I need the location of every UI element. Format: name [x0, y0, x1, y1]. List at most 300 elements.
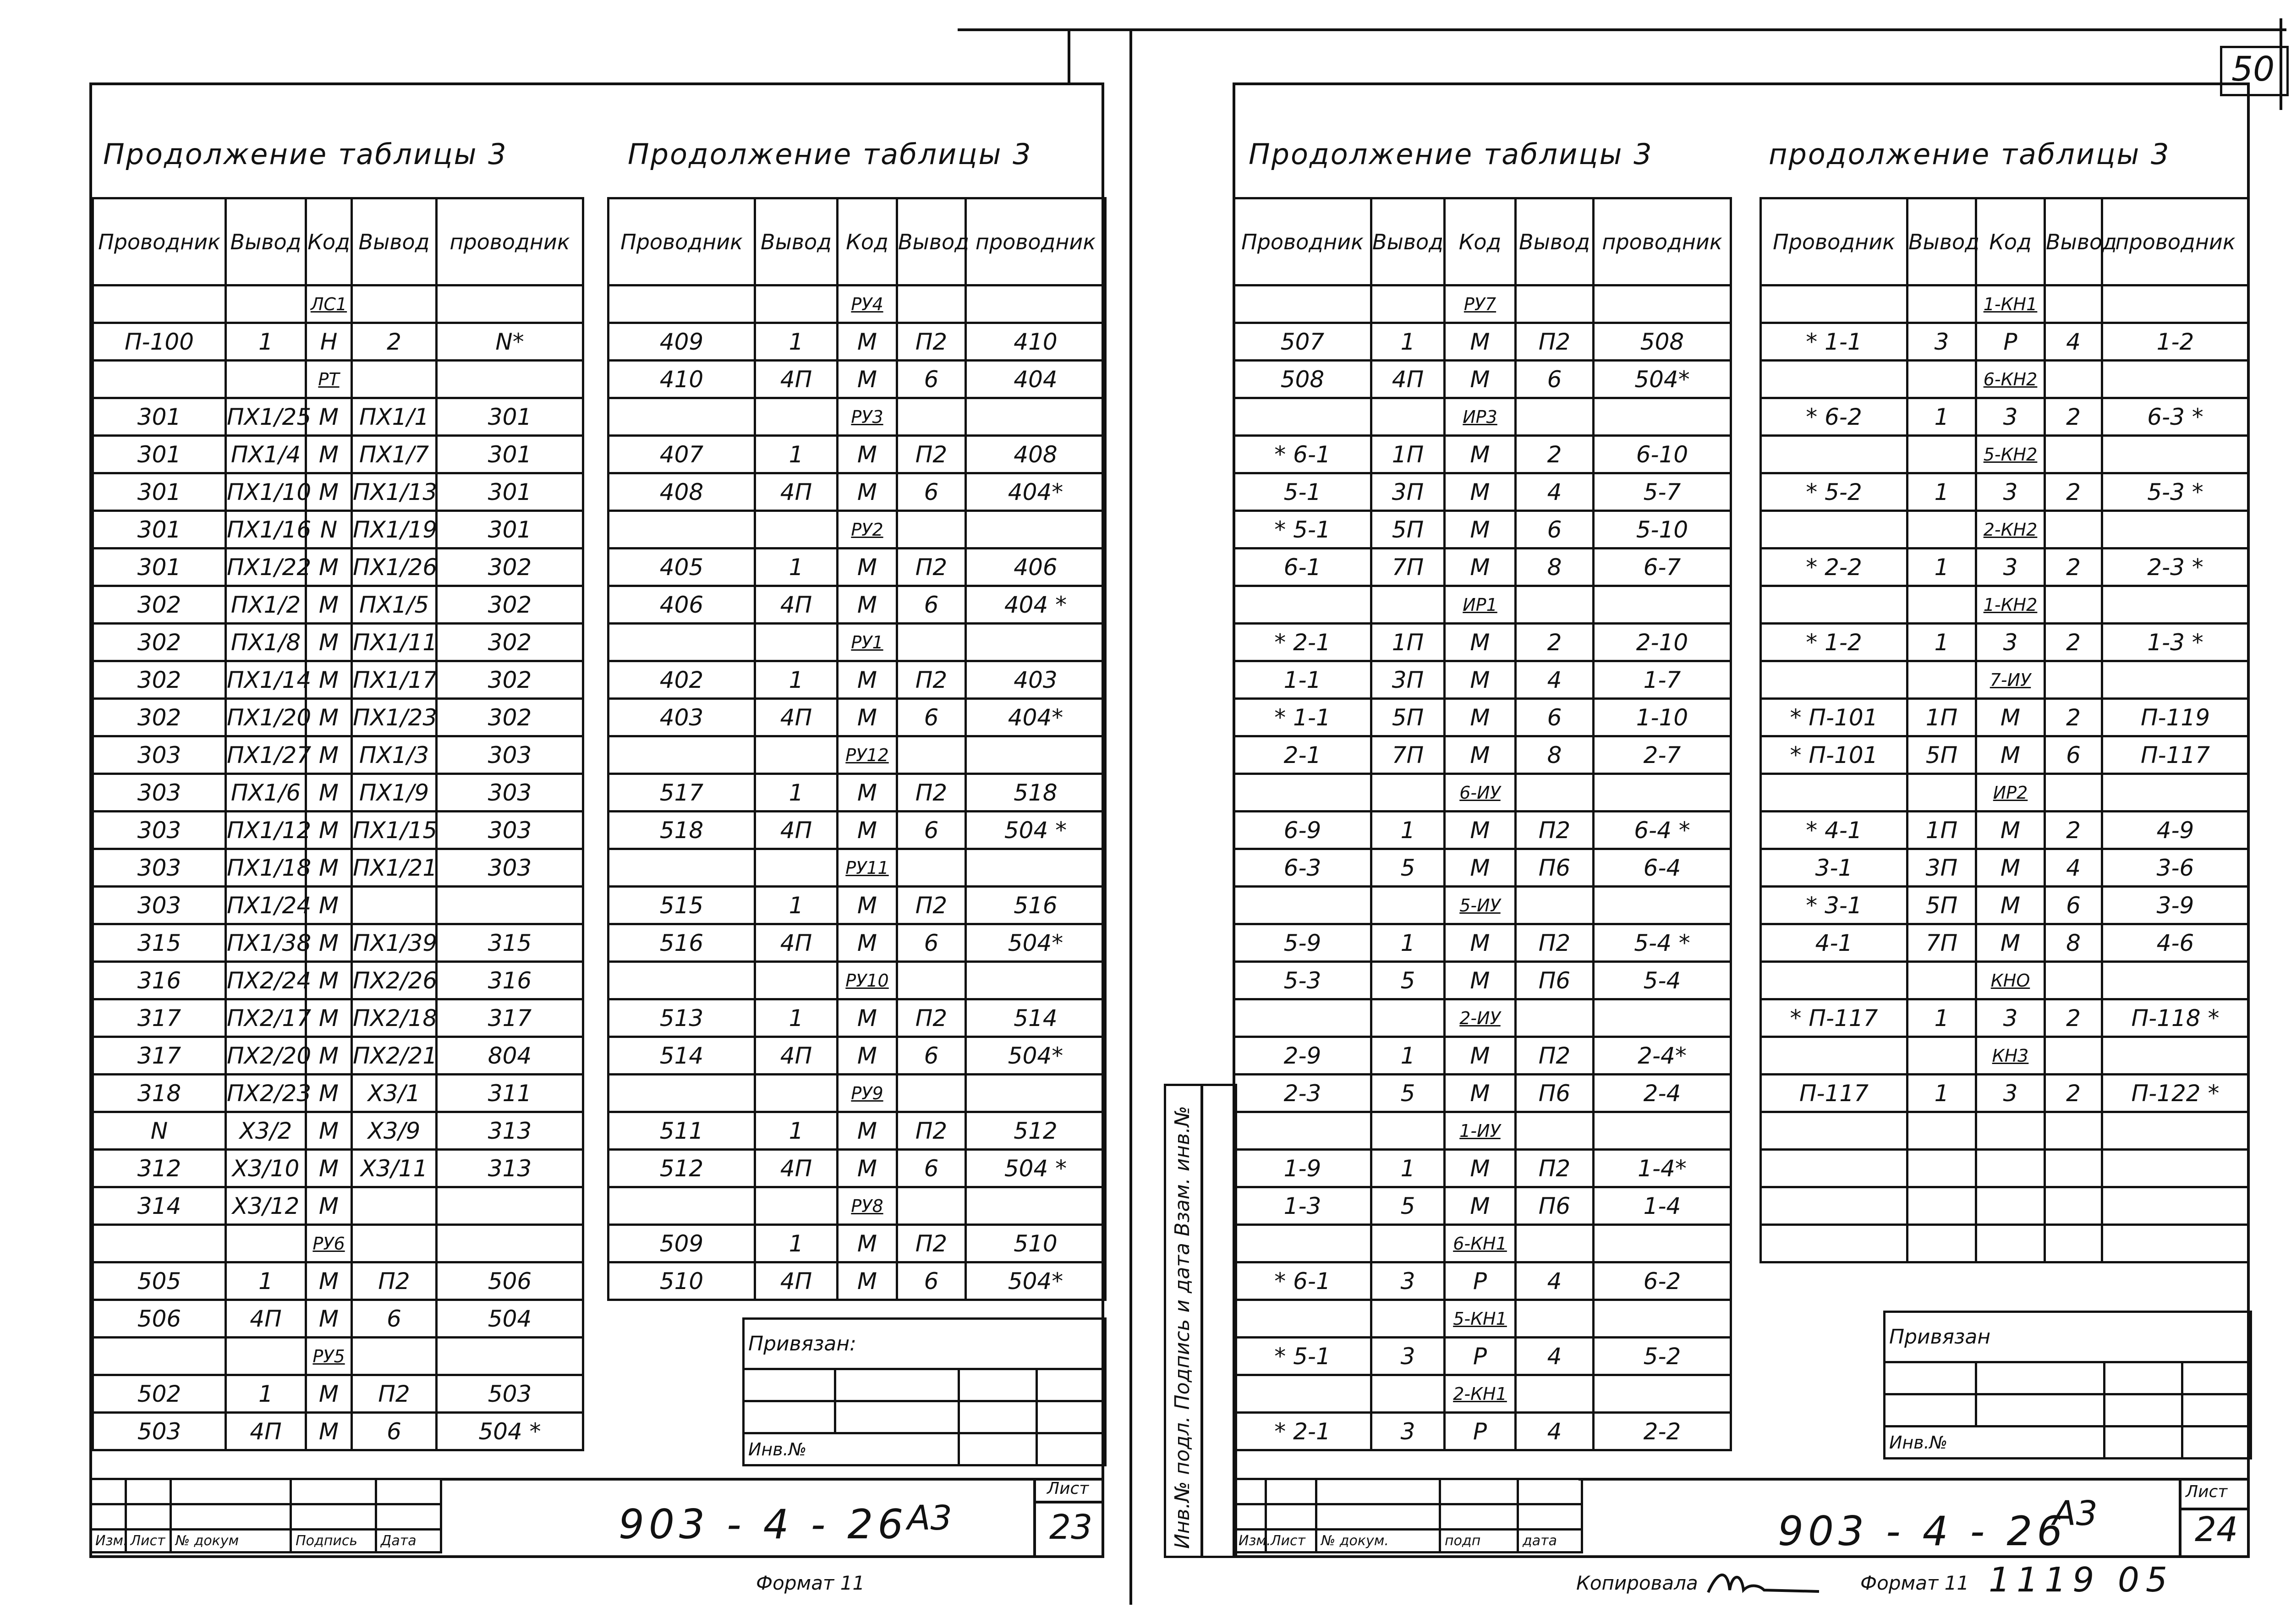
table-cell: Н	[306, 323, 352, 361]
column-header: Код	[838, 198, 897, 285]
table-header-row	[1234, 198, 1731, 285]
table-row	[93, 849, 583, 887]
table-cell	[608, 624, 755, 661]
column-header: Вывод	[2045, 198, 2102, 285]
table-cell	[1761, 361, 1907, 398]
device-code-cell: 1-КН1	[1976, 285, 2045, 323]
table-cell: 404	[966, 361, 1106, 398]
table-cell	[608, 1075, 755, 1112]
table-cell: М	[838, 1225, 897, 1262]
table-cell: 315	[93, 924, 226, 962]
table-cell	[2045, 1225, 2102, 1262]
format-note: Формат 11	[756, 1572, 865, 1594]
table-row	[608, 999, 1106, 1037]
table-row	[608, 736, 1106, 774]
table-cell: * 5-1	[1234, 511, 1371, 549]
table-row	[1761, 398, 2249, 436]
table-cell: ПХ2/24	[226, 962, 306, 999]
table-cell: ПХ1/25	[226, 398, 306, 436]
left-binding-block	[742, 1317, 1107, 1466]
table-cell: 4	[1516, 1338, 1594, 1375]
table-row	[1761, 736, 2249, 774]
table-cell: 3П	[1907, 849, 1976, 887]
table-row	[93, 887, 583, 924]
table-row	[1761, 699, 2249, 736]
table-cell: 301	[437, 398, 583, 436]
table-cell: 5-9	[1234, 924, 1371, 962]
device-code-cell: 6-КН2	[1976, 361, 2045, 398]
table-cell: П2	[897, 661, 966, 699]
table-cell	[1761, 1037, 1907, 1075]
table-cell: М	[838, 1037, 897, 1075]
table-cell: * 2-1	[1234, 1413, 1371, 1450]
table-row	[608, 549, 1106, 586]
table-row	[608, 962, 1106, 999]
table-row	[1761, 849, 2249, 887]
table-cell	[2045, 774, 2102, 812]
table-cell	[1371, 1225, 1445, 1262]
table-cell: ПХ1/10	[226, 473, 306, 511]
table-cell	[966, 398, 1106, 436]
table-cell: 1	[226, 323, 306, 361]
table-cell	[897, 962, 966, 999]
table-cell: М	[1445, 1037, 1516, 1075]
table-cell	[1907, 661, 1976, 699]
table-cell: * 6-1	[1234, 1262, 1371, 1300]
table-cell	[1594, 887, 1731, 924]
table-cell	[966, 849, 1106, 887]
table-row	[608, 285, 1106, 323]
table-cell: М	[838, 361, 897, 398]
table-cell: 404*	[966, 699, 1106, 736]
device-code-cell: 7-ИУ	[1976, 661, 2045, 699]
table-cell: 3П	[1371, 661, 1445, 699]
right-table-a-title: Продолжение таблицы 3	[1249, 137, 1653, 171]
table-cell: 5	[1371, 1075, 1445, 1112]
table-row	[1761, 1112, 2249, 1150]
device-code-cell: ИР3	[1445, 398, 1516, 436]
table-cell	[1594, 1300, 1731, 1338]
left-wiring-table-a	[92, 197, 584, 1451]
table-cell: 4	[1516, 661, 1594, 699]
table-cell: 3	[1976, 999, 2045, 1037]
table-header-row	[608, 198, 1106, 285]
table-cell: ПХ1/27	[226, 736, 306, 774]
table-cell: М	[1445, 549, 1516, 586]
table-cell: 410	[966, 323, 1106, 361]
table-cell: * 5-2	[1761, 473, 1907, 511]
table-cell: 303	[437, 812, 583, 849]
table-cell	[1761, 1112, 1907, 1150]
table-cell: М	[838, 812, 897, 849]
table-cell: 402	[608, 661, 755, 699]
table-row	[93, 736, 583, 774]
device-code-cell: РУ7	[1445, 285, 1516, 323]
table-cell	[2102, 661, 2249, 699]
table-cell: * 3-1	[1761, 887, 1907, 924]
column-header: Проводник	[1761, 198, 1907, 285]
table-cell: М	[306, 1037, 352, 1075]
table-row	[1761, 1075, 2249, 1112]
column-header: Вывод	[1907, 198, 1976, 285]
column-header: Код	[1445, 198, 1516, 285]
table-cell	[608, 736, 755, 774]
table-cell: 2	[352, 323, 437, 361]
table-cell	[1371, 887, 1445, 924]
table-row	[608, 586, 1106, 624]
device-code-cell: РУ10	[838, 962, 897, 999]
sheet-fold-line	[1129, 28, 1132, 1605]
table-cell: М	[1976, 849, 2045, 887]
table-row	[1234, 361, 1731, 398]
table-cell	[1234, 586, 1371, 624]
table-cell	[352, 1187, 437, 1225]
table-cell	[1761, 511, 1907, 549]
table-cell: 1	[1907, 624, 1976, 661]
table-row	[608, 511, 1106, 549]
table-row	[1234, 999, 1731, 1037]
table-cell: * 2-1	[1234, 624, 1371, 661]
table-cell: 3	[1907, 323, 1976, 361]
table-cell: 6-10	[1594, 436, 1731, 473]
table-cell: ПХ1/6	[226, 774, 306, 812]
table-cell: 1	[1907, 473, 1976, 511]
table-cell: 1	[1907, 398, 1976, 436]
column-header: Вывод	[1516, 198, 1594, 285]
table-row	[93, 511, 583, 549]
table-cell: 6	[897, 812, 966, 849]
table-cell: 512	[966, 1112, 1106, 1150]
table-cell: ПХ1/38	[226, 924, 306, 962]
column-header: проводник	[966, 198, 1106, 285]
device-code-cell: 5-КН2	[1976, 436, 2045, 473]
table-row	[93, 1075, 583, 1112]
table-cell: 317	[93, 1037, 226, 1075]
table-cell: М	[306, 1375, 352, 1413]
table-cell: 510	[966, 1225, 1106, 1262]
table-cell: 301	[437, 511, 583, 549]
table-cell: Х3/11	[352, 1150, 437, 1187]
format-code: А3	[2053, 1494, 2098, 1533]
table-cell: 1-7	[1594, 661, 1731, 699]
table-cell	[1234, 999, 1371, 1037]
table-cell: 508	[1594, 323, 1731, 361]
table-cell: 507	[1234, 323, 1371, 361]
table-cell: 1	[1907, 1075, 1976, 1112]
table-cell: М	[1445, 699, 1516, 736]
table-cell: ПХ1/7	[352, 436, 437, 473]
table-cell: 403	[966, 661, 1106, 699]
copied-by-label: Копировала	[1576, 1572, 1698, 1594]
table-cell	[1594, 1225, 1731, 1262]
table-cell: 504*	[1594, 361, 1731, 398]
table-cell	[2045, 436, 2102, 473]
table-cell: П-117	[2102, 736, 2249, 774]
table-row	[1234, 1187, 1731, 1225]
table-cell: 4П	[1371, 361, 1445, 398]
table-cell: ПХ1/4	[226, 436, 306, 473]
table-cell	[897, 1075, 966, 1112]
table-cell: 4П	[755, 361, 838, 398]
table-cell	[2045, 361, 2102, 398]
table-cell: ПХ1/22	[226, 549, 306, 586]
stamp-sign: Подпись	[291, 1530, 376, 1553]
table-cell	[1907, 511, 1976, 549]
table-cell: М	[1445, 624, 1516, 661]
table-row	[1234, 1112, 1731, 1150]
table-cell: 318	[93, 1075, 226, 1112]
table-cell: 511	[608, 1112, 755, 1150]
table-cell: М	[1445, 511, 1516, 549]
table-cell: 403	[608, 699, 755, 736]
table-row	[1761, 999, 2249, 1037]
stamp-doc: № докум	[170, 1530, 290, 1553]
table-cell	[1371, 398, 1445, 436]
table-cell: 316	[93, 962, 226, 999]
table-row	[1761, 586, 2249, 624]
table-cell: * 6-2	[1761, 398, 1907, 436]
table-cell: 509	[608, 1225, 755, 1262]
table-cell: 1	[755, 661, 838, 699]
trim-mark	[1068, 28, 1070, 83]
table-cell	[437, 361, 583, 398]
table-cell: 4	[1516, 1413, 1594, 1450]
table-cell: 5П	[1907, 887, 1976, 924]
table-cell: 313	[437, 1150, 583, 1187]
table-cell	[437, 887, 583, 924]
table-cell: 1	[1371, 1150, 1445, 1187]
table-cell: 404*	[966, 473, 1106, 511]
table-cell: 518	[966, 774, 1106, 812]
format-note: Формат 11	[1860, 1572, 1969, 1594]
table-cell	[1907, 962, 1976, 999]
table-cell: 5-2	[1594, 1338, 1731, 1375]
table-row	[1234, 473, 1731, 511]
table-cell	[1516, 999, 1594, 1037]
table-cell: Х3/12	[226, 1187, 306, 1225]
table-cell: М	[838, 999, 897, 1037]
table-cell	[1976, 1150, 2045, 1187]
table-cell	[1371, 586, 1445, 624]
column-header: Код	[306, 198, 352, 285]
inv-label: Инв.№	[744, 1433, 959, 1465]
table-cell: 1П	[1371, 624, 1445, 661]
table-cell: 301	[93, 473, 226, 511]
table-row	[1761, 473, 2249, 511]
table-row	[93, 1112, 583, 1150]
table-cell: 504 *	[437, 1413, 583, 1450]
table-row	[1761, 1037, 2249, 1075]
copier-signature	[1705, 1565, 1824, 1602]
table-cell: 2	[1516, 436, 1594, 473]
table-cell: 1	[755, 436, 838, 473]
table-cell	[897, 849, 966, 887]
table-cell: 504	[437, 1300, 583, 1338]
left-table-a-title: Продолжение таблицы 3	[103, 137, 508, 171]
table-cell: М	[838, 1150, 897, 1187]
table-cell: М	[1976, 812, 2045, 849]
table-cell: 302	[93, 661, 226, 699]
table-cell	[966, 511, 1106, 549]
table-cell: 6-7	[1594, 549, 1731, 586]
trim-line	[958, 28, 2286, 31]
table-cell	[2045, 586, 2102, 624]
table-row	[93, 1037, 583, 1075]
table-cell	[1234, 398, 1371, 436]
table-row	[1234, 511, 1731, 549]
table-row	[608, 624, 1106, 661]
table-cell	[226, 1338, 306, 1375]
table-cell: 302	[437, 699, 583, 736]
table-cell: 3	[1371, 1338, 1445, 1375]
table-cell: ПХ1/11	[352, 624, 437, 661]
table-cell	[1234, 285, 1371, 323]
table-cell: 6	[897, 924, 966, 962]
table-row	[1761, 323, 2249, 361]
format-code: А3	[907, 1498, 952, 1538]
table-row	[93, 624, 583, 661]
table-row	[1761, 962, 2249, 999]
table-cell: 2-7	[1594, 736, 1731, 774]
table-cell: ПХ1/2	[226, 586, 306, 624]
table-cell: * 2-2	[1761, 549, 1907, 586]
table-cell: 3	[1976, 473, 2045, 511]
table-cell: 1	[755, 999, 838, 1037]
table-row	[1234, 736, 1731, 774]
table-cell	[2102, 962, 2249, 999]
table-cell: * 6-1	[1234, 436, 1371, 473]
table-cell: 4-9	[2102, 812, 2249, 849]
table-cell: 406	[608, 586, 755, 624]
table-cell: 6-4	[1594, 849, 1731, 887]
table-cell: 404 *	[966, 586, 1106, 624]
table-cell: М	[306, 1150, 352, 1187]
table-cell: 408	[966, 436, 1106, 473]
table-cell: 4-6	[2102, 924, 2249, 962]
table-cell: 510	[608, 1262, 755, 1300]
table-cell: 6-3 *	[2102, 398, 2249, 436]
table-row	[1761, 1150, 2249, 1187]
table-cell: М	[1445, 661, 1516, 699]
left-title-stamp	[89, 1478, 442, 1553]
sheet-number: 23	[1049, 1508, 1093, 1547]
table-cell: М	[1445, 812, 1516, 849]
table-cell	[1594, 285, 1731, 323]
table-header-row	[93, 198, 583, 285]
table-cell: 5П	[1907, 736, 1976, 774]
table-cell: 301	[437, 436, 583, 473]
table-cell: ПХ2/18	[352, 999, 437, 1037]
table-cell: 7П	[1907, 924, 1976, 962]
table-cell: 4П	[226, 1413, 306, 1450]
table-cell: 2	[2045, 624, 2102, 661]
table-cell: П2	[897, 1225, 966, 1262]
table-cell: 5П	[1371, 699, 1445, 736]
table-cell: ПХ1/20	[226, 699, 306, 736]
table-cell: 502	[93, 1375, 226, 1413]
table-cell	[1761, 1187, 1907, 1225]
table-cell: 317	[93, 999, 226, 1037]
table-cell: 2	[1516, 624, 1594, 661]
table-cell: М	[306, 999, 352, 1037]
table-cell	[1594, 1112, 1731, 1150]
table-cell: М	[306, 1300, 352, 1338]
table-cell	[2102, 586, 2249, 624]
table-cell: 302	[437, 624, 583, 661]
table-row	[93, 1187, 583, 1225]
table-cell	[1371, 1300, 1445, 1338]
table-cell	[1516, 887, 1594, 924]
table-cell: М	[838, 436, 897, 473]
table-cell: 6	[1516, 361, 1594, 398]
table-row	[608, 1037, 1106, 1075]
table-cell: М	[1976, 736, 2045, 774]
table-cell: 514	[966, 999, 1106, 1037]
table-cell: 4	[2045, 323, 2102, 361]
table-cell: 2-1	[1234, 736, 1371, 774]
table-row	[608, 699, 1106, 736]
sheet-label: Лист	[2186, 1482, 2228, 1501]
table-row	[1761, 549, 2249, 586]
table-cell: ПХ1/8	[226, 624, 306, 661]
table-cell	[1371, 774, 1445, 812]
table-cell: П2	[1516, 924, 1594, 962]
table-cell: 1П	[1371, 436, 1445, 473]
table-cell: 302	[93, 699, 226, 736]
table-cell: ПХ1/17	[352, 661, 437, 699]
table-cell: 2-3	[1234, 1075, 1371, 1112]
table-cell: ПХ1/21	[352, 849, 437, 887]
table-cell	[2045, 1187, 2102, 1225]
right-title-stamp	[1233, 1478, 1583, 1553]
table-cell: ПХ2/17	[226, 999, 306, 1037]
column-header: Вывод	[755, 198, 838, 285]
table-cell: * 1-1	[1761, 323, 1907, 361]
table-cell: М	[1445, 736, 1516, 774]
table-cell: 303	[93, 736, 226, 774]
device-code-cell: 2-КН2	[1976, 511, 2045, 549]
table-cell: 3П	[1371, 473, 1445, 511]
table-row	[1234, 1150, 1731, 1187]
table-cell	[1371, 999, 1445, 1037]
table-cell: 6-9	[1234, 812, 1371, 849]
table-cell: 1-2	[2102, 323, 2249, 361]
table-cell	[1516, 1375, 1594, 1413]
table-row	[93, 1375, 583, 1413]
table-cell: М	[306, 1413, 352, 1450]
table-cell: 4-1	[1761, 924, 1907, 962]
table-cell: ПХ2/23	[226, 1075, 306, 1112]
table-row	[1761, 361, 2249, 398]
table-cell: 505	[93, 1262, 226, 1300]
table-cell: 408	[608, 473, 755, 511]
table-cell: 1	[1907, 549, 1976, 586]
table-cell: 504*	[966, 924, 1106, 962]
stamp-divider	[2179, 1478, 2181, 1558]
table-row	[1761, 511, 2249, 549]
table-cell: 2	[2045, 473, 2102, 511]
table-cell: 2-9	[1234, 1037, 1371, 1075]
table-cell: 301	[93, 436, 226, 473]
table-cell: 5-10	[1594, 511, 1731, 549]
table-cell: 504 *	[966, 812, 1106, 849]
table-row	[93, 586, 583, 624]
table-cell	[1907, 1225, 1976, 1262]
table-cell: М	[838, 473, 897, 511]
table-cell: М	[306, 624, 352, 661]
table-cell	[1761, 436, 1907, 473]
table-cell: М	[838, 323, 897, 361]
